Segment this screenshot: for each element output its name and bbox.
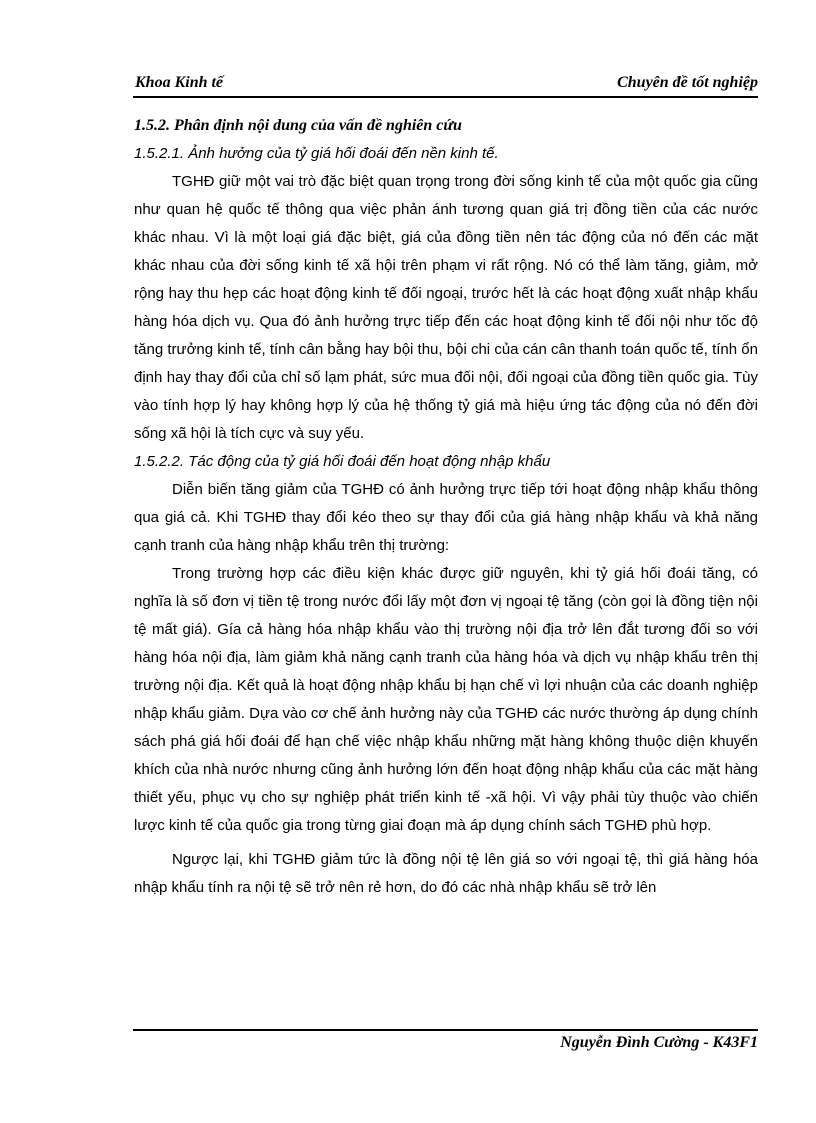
paragraph-import-impact: Diễn biến tăng giảm của TGHĐ có ảnh hưởng trực tiếp tới hoạt động nhập khẩu thông qua giá cả. Khi TGHĐ thay đổi kéo theo sự thay đổi của giá hàng nhập khẩu và khả năng cạnh tranh của hàng nhập khẩu trên thị trường: [134,481,758,554]
section-heading: 1.5.2. Phân định nội dung của vấn đề nghiên cứu [134,117,462,134]
subsection-heading-1: 1.5.2.1. Ảnh hưởng của tỷ giá hối đoái đến nền kinh tế. [134,145,499,162]
footer-divider [133,1029,758,1031]
paragraph-exchange-rate-economy: TGHĐ giữ một vai trò đặc biệt quan trọng trong đời sống kinh tế của một quốc gia cũng như quan hệ quốc tế thông qua việc phản ánh tương quan giá trị đồng tiền của các nước khác nhau. Vì là một loại giá đặc biệt, giá của đồng tiền nên tác động của nó đến các mặt khác nhau của đời sống kinh tế xã hội trên phạm vi rất rộng. Nó có thể làm tăng, giảm, mở rộng hay thu hẹp các hoạt động kinh tế đối ngoại, trước hết là các hoạt động xuất nhập khẩu hàng hóa dịch vụ. Qua đó ảnh hưởng trực tiếp đến các hoạt động kinh tế đối nội như tốc độ tăng trưởng kinh tế, tính cân bằng hay bội thu, bội chi của cán cân thanh toán quốc tế, tính ổn định hay thay đổi của chỉ số lạm phát, sức mua đối nội, đối ngoại của đồng tiền quốc gia. Tùy vào tính hợp lý hay không hợp lý của hệ thống tỷ giá mà hiệu ứng tác động của nó đến đời sống xã hội là tích cực và suy yếu. [134,173,758,442]
subsection-heading-2: 1.5.2.2. Tác động của tỷ giá hối đoái đến hoạt động nhập khẩu [134,453,551,470]
header-doc-type: Chuyên đề tốt nghiệp [617,74,758,91]
page-content [134,112,758,902]
page-header [133,74,758,98]
header-faculty: Khoa Kinh tế [135,74,224,91]
footer-author: Nguyễn Đình Cường - K43F1 [560,1034,758,1051]
paragraph-rate-decrease: Ngược lại, khi TGHĐ giảm tức là đồng nội tệ lên giá so với ngoại tệ, thì giá hàng hóa nhập khẩu tính ra nội tệ sẽ trở nên rẻ hơn, do đó các nhà nhập khẩu sẽ trở lên [134,851,758,896]
paragraph-rate-increase: Trong trường hợp các điều kiện khác được giữ nguyên, khi tỷ giá hối đoái tăng, có nghĩa là số đơn vị tiền tệ trong nước đổi lấy một đơn vị ngoại tệ tăng (còn gọi là đồng tiện nội tệ mất giá). Gía cả hàng hóa nhập khẩu vào thị trường nội địa trở lên đắt tương đối so với hàng hóa nội địa, làm giảm khả năng cạnh tranh của hàng hóa và dịch vụ nhập khẩu trên thị trường nội địa. Kết quả là hoạt động nhập khẩu bị hạn chế vì lợi nhuận của các doanh nghiệp nhập khẩu giảm. Dựa vào cơ chế ảnh hưởng này của TGHĐ các nước thường áp dụng chính sách phá giá hối đoái để hạn chế việc nhập khẩu những mặt hàng không thuộc diện khuyến khích của nhà nước nhưng cũng ảnh hưởng lớn đến hoạt động nhập khẩu của các mặt hàng thiết yếu, phục vụ cho sự nghiệp phát triển kinh tế -xã hội. Vì vậy phải tùy thuộc vào chiến lược kinh tế của quốc gia trong từng giai đoạn mà áp dụng chính sách TGHĐ phù hợp. [134,565,758,834]
